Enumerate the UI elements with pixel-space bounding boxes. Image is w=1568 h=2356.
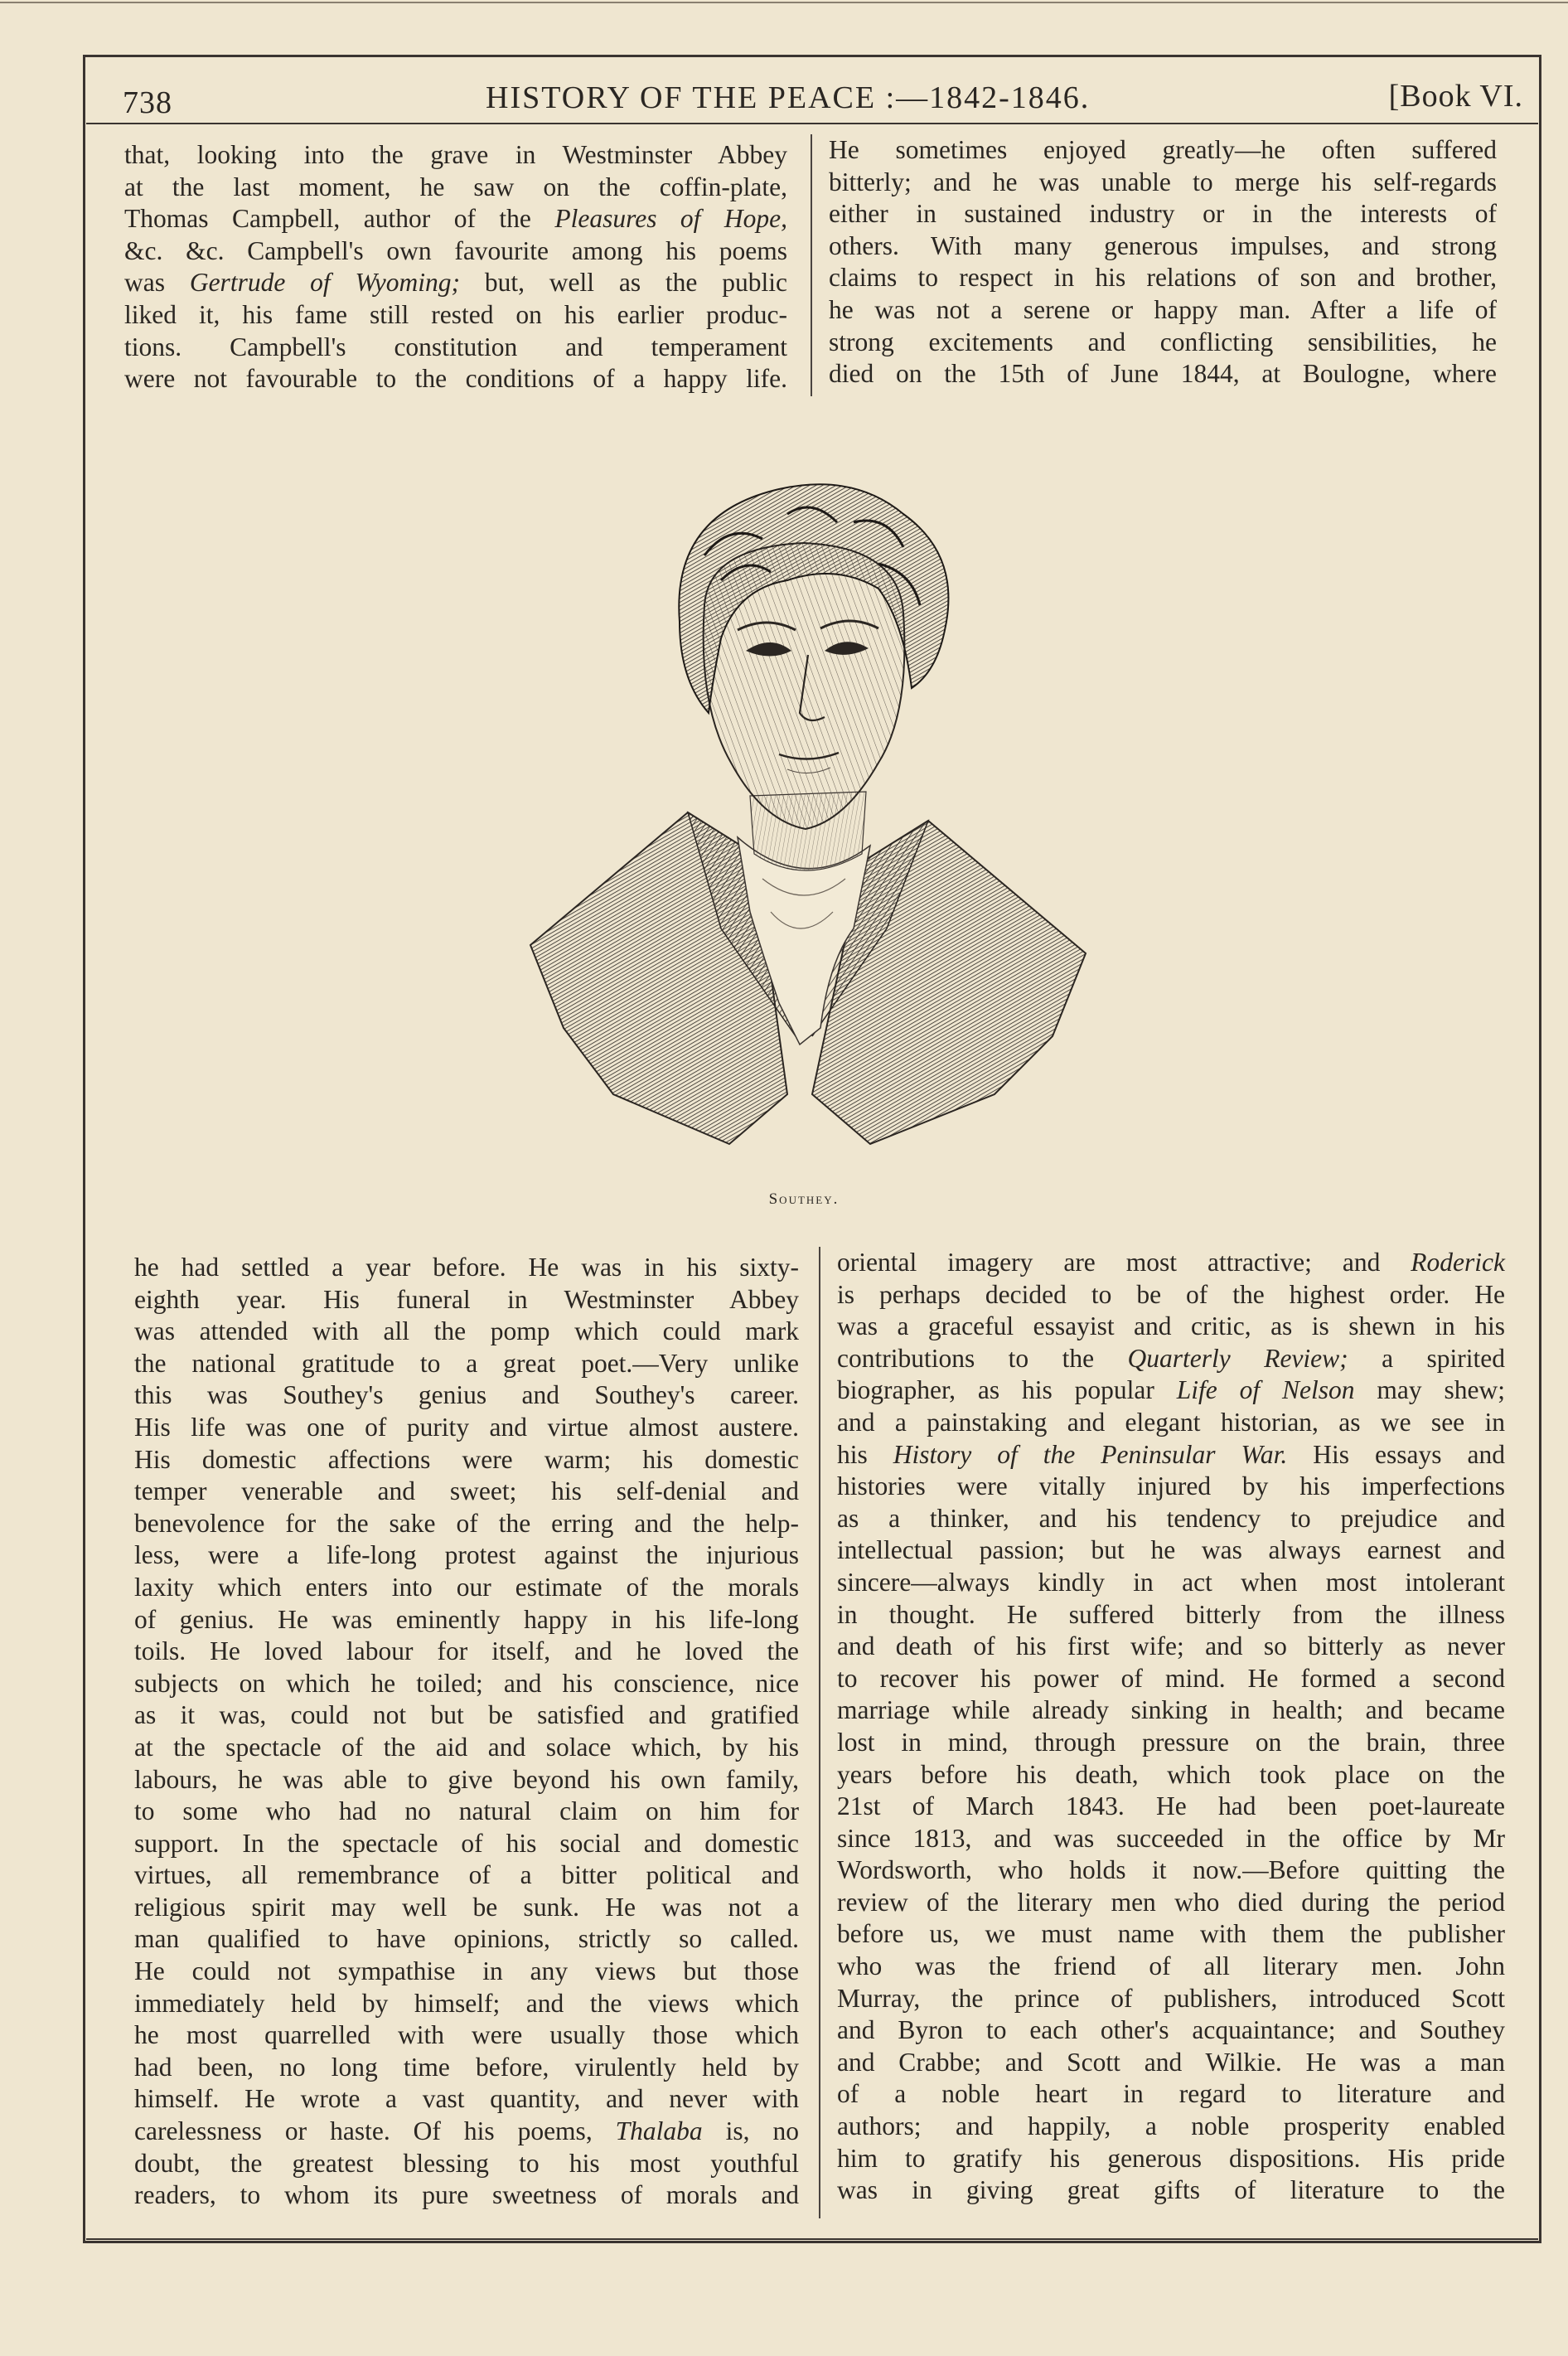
text-line: of a noble heart in regard to literature and: [837, 2079, 1505, 2109]
text-line: before us, we must name with them the publisher: [837, 1919, 1505, 1949]
text-line: he had settled a year before. He was in his sixty-: [134, 1253, 799, 1282]
page-number: 738: [123, 85, 172, 120]
text-line: laxity which enters into our estimate of the morals: [134, 1572, 799, 1602]
text-line: others. With many generous impulses, and strong: [829, 230, 1497, 260]
book-label: [Book VI.: [1388, 79, 1523, 114]
top-right-column: [829, 134, 1497, 390]
top-column-divider: [811, 134, 812, 396]
text-line: as it was, could not but be satisfied and gratified: [134, 1700, 799, 1730]
text-line: this was Southey's genius and Southey's career.: [134, 1380, 799, 1410]
text-line: toils. He loved labour for itself, and he loved the: [134, 1636, 799, 1666]
text-line: that, looking into the grave in Westminster Abbey: [124, 140, 787, 169]
text-line: was attended with all the pomp which could mark: [134, 1316, 799, 1346]
text-line: carelessness or haste. Of his poems, Thalaba is, no: [134, 2116, 799, 2146]
text-line: doubt, the greatest blessing to his most youthful: [134, 2148, 799, 2178]
text-line: and death of his first wife; and so bitterly as never: [837, 1631, 1505, 1661]
text-line: Thomas Campbell, author of the Pleasures of Hope,: [124, 204, 788, 234]
text-line: histories were vitally injured by his imperfections: [837, 1471, 1505, 1501]
text-line: himself. He wrote a vast quantity, and never with: [134, 2084, 799, 2114]
running-title: HISTORY OF THE PEACE :—1842-1846.: [486, 80, 1091, 115]
text-line: his History of the Peninsular War. His essays and: [837, 1439, 1505, 1469]
text-line: the national gratitude to a great poet.—Very unlike: [134, 1348, 799, 1378]
text-line: him to gratify his generous dispositions. His pride: [837, 2143, 1505, 2173]
text-line: lost in mind, through pressure on the brain, three: [837, 1727, 1505, 1757]
text-line: at the spectacle of the aid and solace which, by his: [134, 1732, 799, 1762]
text-line: since 1813, and was succeeded in the office by Mr: [837, 1823, 1505, 1853]
text-line: and Byron to each other's acquaintance; and Southey: [837, 2015, 1505, 2045]
text-line: claims to respect in his relations of son and brother,: [829, 263, 1497, 293]
text-line: were not favourable to the conditions of a happy life.: [124, 364, 787, 394]
text-line: as a thinker, and his tendency to prejudice and: [837, 1503, 1505, 1533]
text-line: sincere—always kindly in act when most intolerant: [837, 1567, 1505, 1597]
text-line: contributions to the Quarterly Review; a spirited: [837, 1343, 1505, 1373]
text-line: support. In the spectacle of his social and domestic: [134, 1828, 799, 1858]
text-line: strong excitements and conflicting sensibilities, he: [829, 327, 1497, 356]
text-line: was in giving great gifts of literature to the: [837, 2175, 1505, 2205]
text-line: is perhaps decided to be of the highest order. He: [837, 1279, 1505, 1309]
text-line: bitterly; and he was unable to merge his self-regards: [829, 167, 1497, 196]
text-line: authors; and happily, a noble prosperity enabled: [837, 2111, 1505, 2141]
text-line: either in sustained industry or in the interests of: [829, 199, 1497, 229]
text-line: biographer, as his popular Life of Nelson may shew;: [837, 1375, 1505, 1405]
text-line: Murray, the prince of publishers, introduced Scott: [837, 1983, 1505, 2013]
bottom-left-column: [134, 1252, 799, 2212]
text-line: and Crabbe; and Scott and Wilkie. He was a man: [837, 2047, 1505, 2077]
page-top-edge: [0, 2, 1568, 3]
text-line: died on the 15th of June 1844, at Boulogne, where: [829, 359, 1497, 389]
text-line: His domestic affections were warm; his domestic: [134, 1444, 799, 1474]
top-left-column: [124, 139, 787, 395]
text-line: he most quarrelled with were usually those which: [134, 2020, 799, 2050]
text-line: temper venerable and sweet; his self-denial and: [134, 1476, 799, 1506]
bottom-right-column: [837, 1247, 1505, 2207]
text-line: immediately held by himself; and the views which: [134, 1988, 799, 2018]
text-line: &c. &c. Campbell's own favourite among his poems: [124, 235, 787, 265]
text-line: and a painstaking and elegant historian, as we see in: [837, 1407, 1505, 1437]
text-line: in thought. He suffered bitterly from the illness: [837, 1599, 1505, 1629]
text-line: to some who had no natural claim on him for: [134, 1796, 799, 1826]
text-line: marriage while already sinking in health; and became: [837, 1695, 1505, 1725]
text-line: He could not sympathise in any views but those: [134, 1956, 799, 1986]
bottom-rule: [86, 2238, 1538, 2240]
running-header: [123, 73, 1523, 123]
text-line: was a graceful essayist and critic, as is shewn in his: [837, 1311, 1505, 1341]
text-line: was Gertrude of Wyoming; but, well as the public: [124, 268, 787, 298]
text-line: intellectual passion; but he was always earnest and: [837, 1535, 1505, 1565]
text-line: man qualified to have opinions, strictly so called.: [134, 1924, 799, 1954]
text-line: labours, he was able to give beyond his own family,: [134, 1764, 799, 1794]
text-line: He sometimes enjoyed greatly—he often suffered: [829, 135, 1497, 164]
text-line: of genius. He was eminently happy in his life-long: [134, 1604, 799, 1634]
southey-portrait-engraving: [514, 464, 1094, 1161]
text-line: at the last moment, he saw on the coffin-plate,: [124, 172, 787, 201]
text-line: Wordsworth, who holds it now.—Before quitting the: [837, 1855, 1505, 1885]
text-line: subjects on which he toiled; and his conscience, nice: [134, 1668, 799, 1698]
text-line: had been, no long time before, virulently held by: [134, 2052, 799, 2082]
text-line: review of the literary men who died during the period: [837, 1887, 1505, 1917]
header-rule: [86, 123, 1538, 124]
text-line: benevolence for the sake of the erring and the help-: [134, 1508, 799, 1538]
text-line: liked it, his fame still rested on his earlier produc-: [124, 299, 787, 329]
text-line: less, were a life-long protest against the injurious: [134, 1540, 799, 1570]
text-line: he was not a serene or happy man. After a life of: [829, 294, 1497, 324]
text-line: 21st of March 1843. He had been poet-laureate: [837, 1791, 1505, 1821]
text-line: to recover his power of mind. He formed a second: [837, 1663, 1505, 1693]
text-line: religious spirit may well be sunk. He was not a: [134, 1892, 799, 1922]
text-line: virtues, all remembrance of a bitter political and: [134, 1860, 799, 1890]
bottom-column-divider: [819, 1247, 820, 2218]
text-line: readers, to whom its pure sweetness of morals and: [134, 2180, 799, 2210]
text-line: oriental imagery are most attractive; and Roderick: [837, 1248, 1505, 1277]
text-line: tions. Campbell's constitution and temperament: [124, 332, 787, 361]
text-line: eighth year. His funeral in Westminster Abbey: [134, 1284, 799, 1314]
text-line: years before his death, which took place on the: [837, 1759, 1505, 1789]
text-line: who was the friend of all literary men. John: [837, 1951, 1505, 1981]
portrait-caption: Southey.: [768, 1190, 840, 1208]
text-line: His life was one of purity and virtue almost austere.: [134, 1412, 799, 1442]
